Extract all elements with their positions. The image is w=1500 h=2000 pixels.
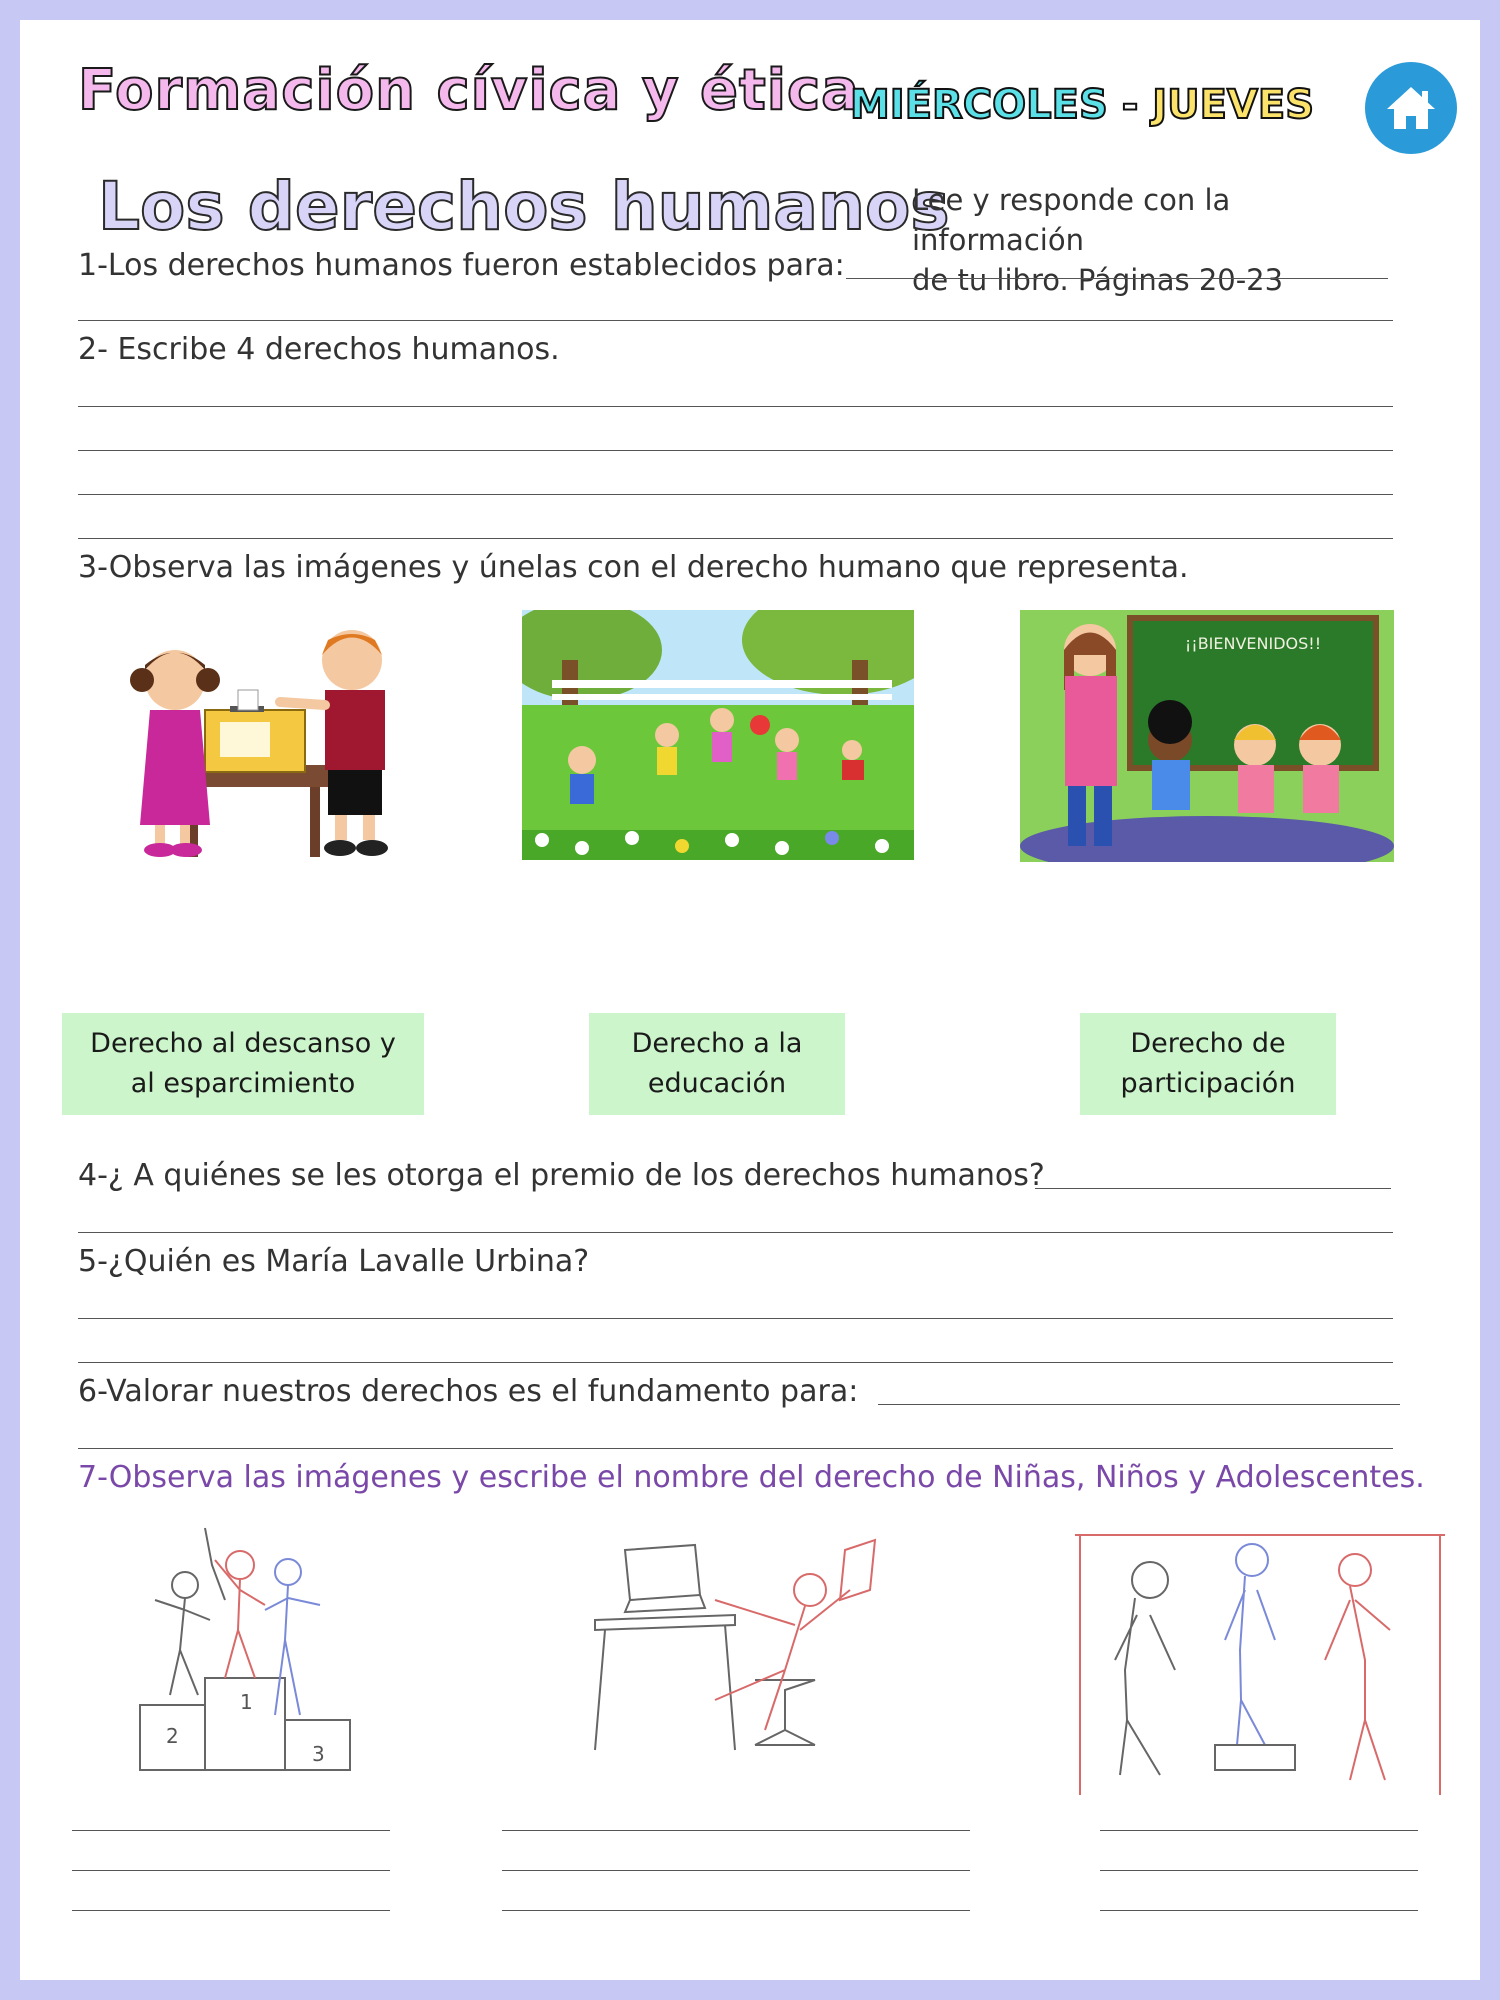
answer-line-q1-a[interactable]: [846, 278, 1388, 279]
park-play-illustration[interactable]: [522, 610, 914, 860]
voting-illustration[interactable]: [120, 610, 410, 870]
answer-line-q7-1b[interactable]: [72, 1870, 390, 1871]
podium-label-2: 2: [166, 1724, 179, 1748]
question-2: 2- Escribe 4 derechos humanos.: [78, 332, 560, 367]
lesson-title: Los derechos humanos: [98, 168, 950, 245]
worksheet-page: [20, 20, 1480, 1980]
board-welcome-text: ¡¡BIENVENIDOS!!: [1184, 634, 1322, 653]
question-5: 5-¿Quién es María Lavalle Urbina?: [78, 1244, 590, 1279]
label-rest-recreation[interactable]: [62, 1013, 424, 1115]
day-separator: -: [1121, 82, 1139, 128]
question-3: 3-Observa las imágenes y únelas con el derecho humano que representa.: [78, 550, 1189, 585]
answer-line-q2-b[interactable]: [78, 450, 1393, 451]
answer-line-q7-1a[interactable]: [72, 1830, 390, 1831]
label-rest-line-2: al esparcimiento: [130, 1068, 356, 1099]
classroom-illustration[interactable]: [1020, 610, 1394, 862]
label-participation-line-1: Derecho de: [1130, 1028, 1286, 1059]
answer-line-q2-a[interactable]: [78, 406, 1393, 407]
answer-line-q5-b[interactable]: [78, 1362, 1393, 1363]
answer-line-q2-d[interactable]: [78, 538, 1393, 539]
question-1: 1-Los derechos humanos fueron establecidos para:: [78, 248, 845, 283]
home-button[interactable]: [1365, 62, 1457, 154]
answer-line-q7-1c[interactable]: [72, 1910, 390, 1911]
answer-line-q6-b[interactable]: [78, 1448, 1393, 1449]
instructions-line-1: Lee y responde con la información: [912, 183, 1231, 257]
day-wednesday: MIÉRCOLES: [850, 82, 1108, 128]
instructions: [912, 180, 1392, 300]
podium-label-3: 3: [312, 1742, 325, 1766]
answer-line-q7-3c[interactable]: [1100, 1910, 1418, 1911]
question-7: 7-Observa las imágenes y escribe el nombre del derecho de Niñas, Niños y Adolescentes.: [78, 1460, 1425, 1495]
instructions-line-2: de tu libro. Páginas 20-23: [912, 263, 1284, 297]
answer-line-q7-3a[interactable]: [1100, 1830, 1418, 1831]
answer-line-q1-b[interactable]: [78, 320, 1393, 321]
answer-line-q7-3b[interactable]: [1100, 1870, 1418, 1871]
question-6: 6-Valorar nuestros derechos es el fundamento para:: [78, 1374, 859, 1409]
podium-label-1: 1: [240, 1690, 253, 1714]
answer-line-q7-2c[interactable]: [502, 1910, 970, 1911]
height-measure-sketch[interactable]: [1065, 1520, 1450, 1800]
answer-line-q4-b[interactable]: [78, 1232, 1393, 1233]
label-rest-line-1: Derecho al descanso y: [90, 1028, 396, 1059]
days-label: [850, 82, 1314, 128]
subject-title: Formación cívica y ética: [78, 58, 860, 123]
question-4: 4-¿ A quiénes se les otorga el premio de los derechos humanos?: [78, 1158, 1045, 1193]
label-education-line-1: Derecho a la: [631, 1028, 803, 1059]
computer-desk-sketch[interactable]: [585, 1530, 905, 1770]
podium-sketch[interactable]: [120, 1510, 370, 1790]
day-thursday: JUEVES: [1152, 82, 1315, 128]
label-education-line-2: educación: [647, 1068, 787, 1099]
label-participation[interactable]: [1080, 1013, 1336, 1115]
answer-line-q7-2b[interactable]: [502, 1870, 970, 1871]
answer-line-q2-c[interactable]: [78, 494, 1393, 495]
answer-line-q7-2a[interactable]: [502, 1830, 970, 1831]
home-icon: [1384, 83, 1438, 133]
answer-line-q4-a[interactable]: [1035, 1188, 1391, 1189]
answer-line-q5-a[interactable]: [78, 1318, 1393, 1319]
label-education[interactable]: [589, 1013, 845, 1115]
answer-line-q6-a[interactable]: [878, 1404, 1400, 1405]
label-participation-line-2: participación: [1120, 1068, 1296, 1099]
